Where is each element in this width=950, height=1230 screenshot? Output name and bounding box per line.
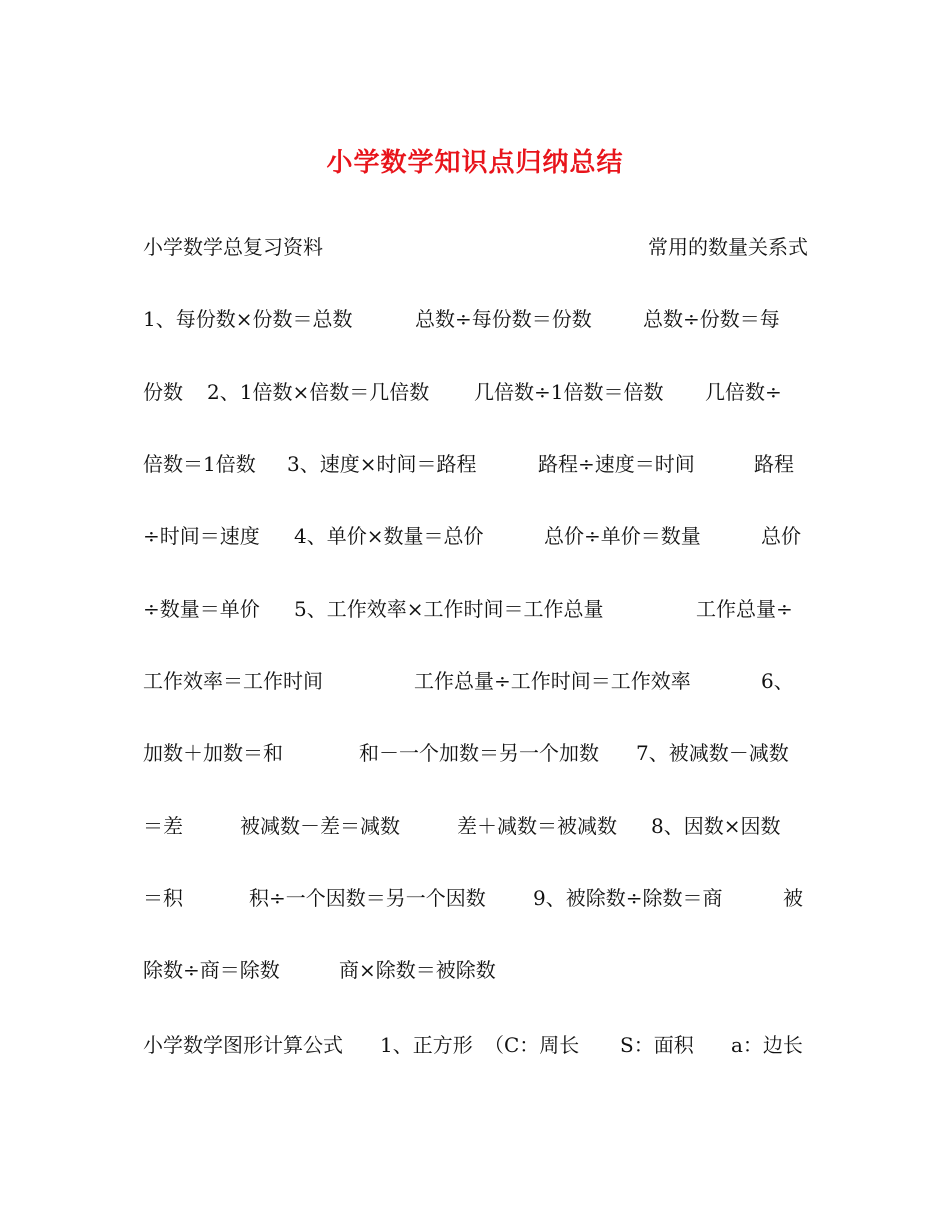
text-segment: a：边长 [731,1033,803,1057]
text-line [143,516,808,556]
text-segment: 除数÷商＝除数 [143,958,280,982]
text-line [143,733,808,773]
text-segment: 路程÷速度＝时间 [538,452,695,476]
text-line [143,299,808,339]
text-segment: ÷数量＝单价 [143,597,260,621]
text-line [143,589,808,629]
text-segment: 9、被除数÷除数＝商 [533,886,723,910]
document-title: 小学数学知识点归纳总结 [326,148,624,178]
text-segment: ＝差 [143,814,183,838]
text-segment: 份数 [143,380,183,404]
text-segment: 3、速度×时间＝路程 [287,452,477,476]
text-line [143,227,808,267]
text-segment: 小学数学图形计算公式 [143,1033,343,1057]
text-segment: 倍数＝1倍数 [143,452,256,476]
text-segment: 几倍数÷ [705,380,782,404]
text-segment: 7、被减数－减数 [636,741,789,765]
text-line [143,806,808,846]
text-line [143,661,808,701]
text-segment: 4、单价×数量＝总价 [294,524,484,548]
text-segment: （C：周长 [484,1033,580,1057]
text-segment: 1、每份数×份数＝总数 [143,307,353,331]
text-segment: 差＋减数＝被减数 [457,814,617,838]
text-line [143,950,808,990]
text-segment: 6、 [761,669,794,693]
text-segment: 工作总量÷ [696,597,793,621]
text-line [143,1025,808,1065]
text-segment: S：面积 [620,1033,694,1057]
text-segment: 总数÷份数＝每 [643,307,780,331]
text-segment: 小学数学总复习资料 [143,235,323,259]
text-segment: 被减数－差＝减数 [240,814,400,838]
text-line [143,878,808,918]
text-segment: 商×除数＝被除数 [339,958,496,982]
text-segment: 总价 [761,524,801,548]
text-segment: 常用的数量关系式 [648,235,808,259]
text-segment: 总数÷每份数＝份数 [415,307,592,331]
text-segment: 总价÷单价＝数量 [544,524,701,548]
text-segment: 路程 [754,452,794,476]
text-segment: ＝积 [143,886,183,910]
text-segment: 2、1倍数×倍数＝几倍数 [207,380,430,404]
text-segment: 积÷一个因数＝另一个因数 [249,886,486,910]
text-segment: 被 [783,886,803,910]
text-segment: 8、因数×因数 [651,814,781,838]
text-segment: 工作总量÷工作时间＝工作效率 [414,669,691,693]
text-segment: 工作效率＝工作时间 [143,669,323,693]
text-segment: 几倍数÷1倍数＝倍数 [474,380,664,404]
text-line [143,444,808,484]
text-segment: 1、正方形 [380,1033,473,1057]
text-segment: 5、工作效率×工作时间＝工作总量 [294,597,604,621]
text-segment: ÷时间＝速度 [143,524,260,548]
text-segment: 和－一个加数＝另一个加数 [359,741,599,765]
text-line [143,372,808,412]
text-segment: 加数＋加数＝和 [143,741,283,765]
